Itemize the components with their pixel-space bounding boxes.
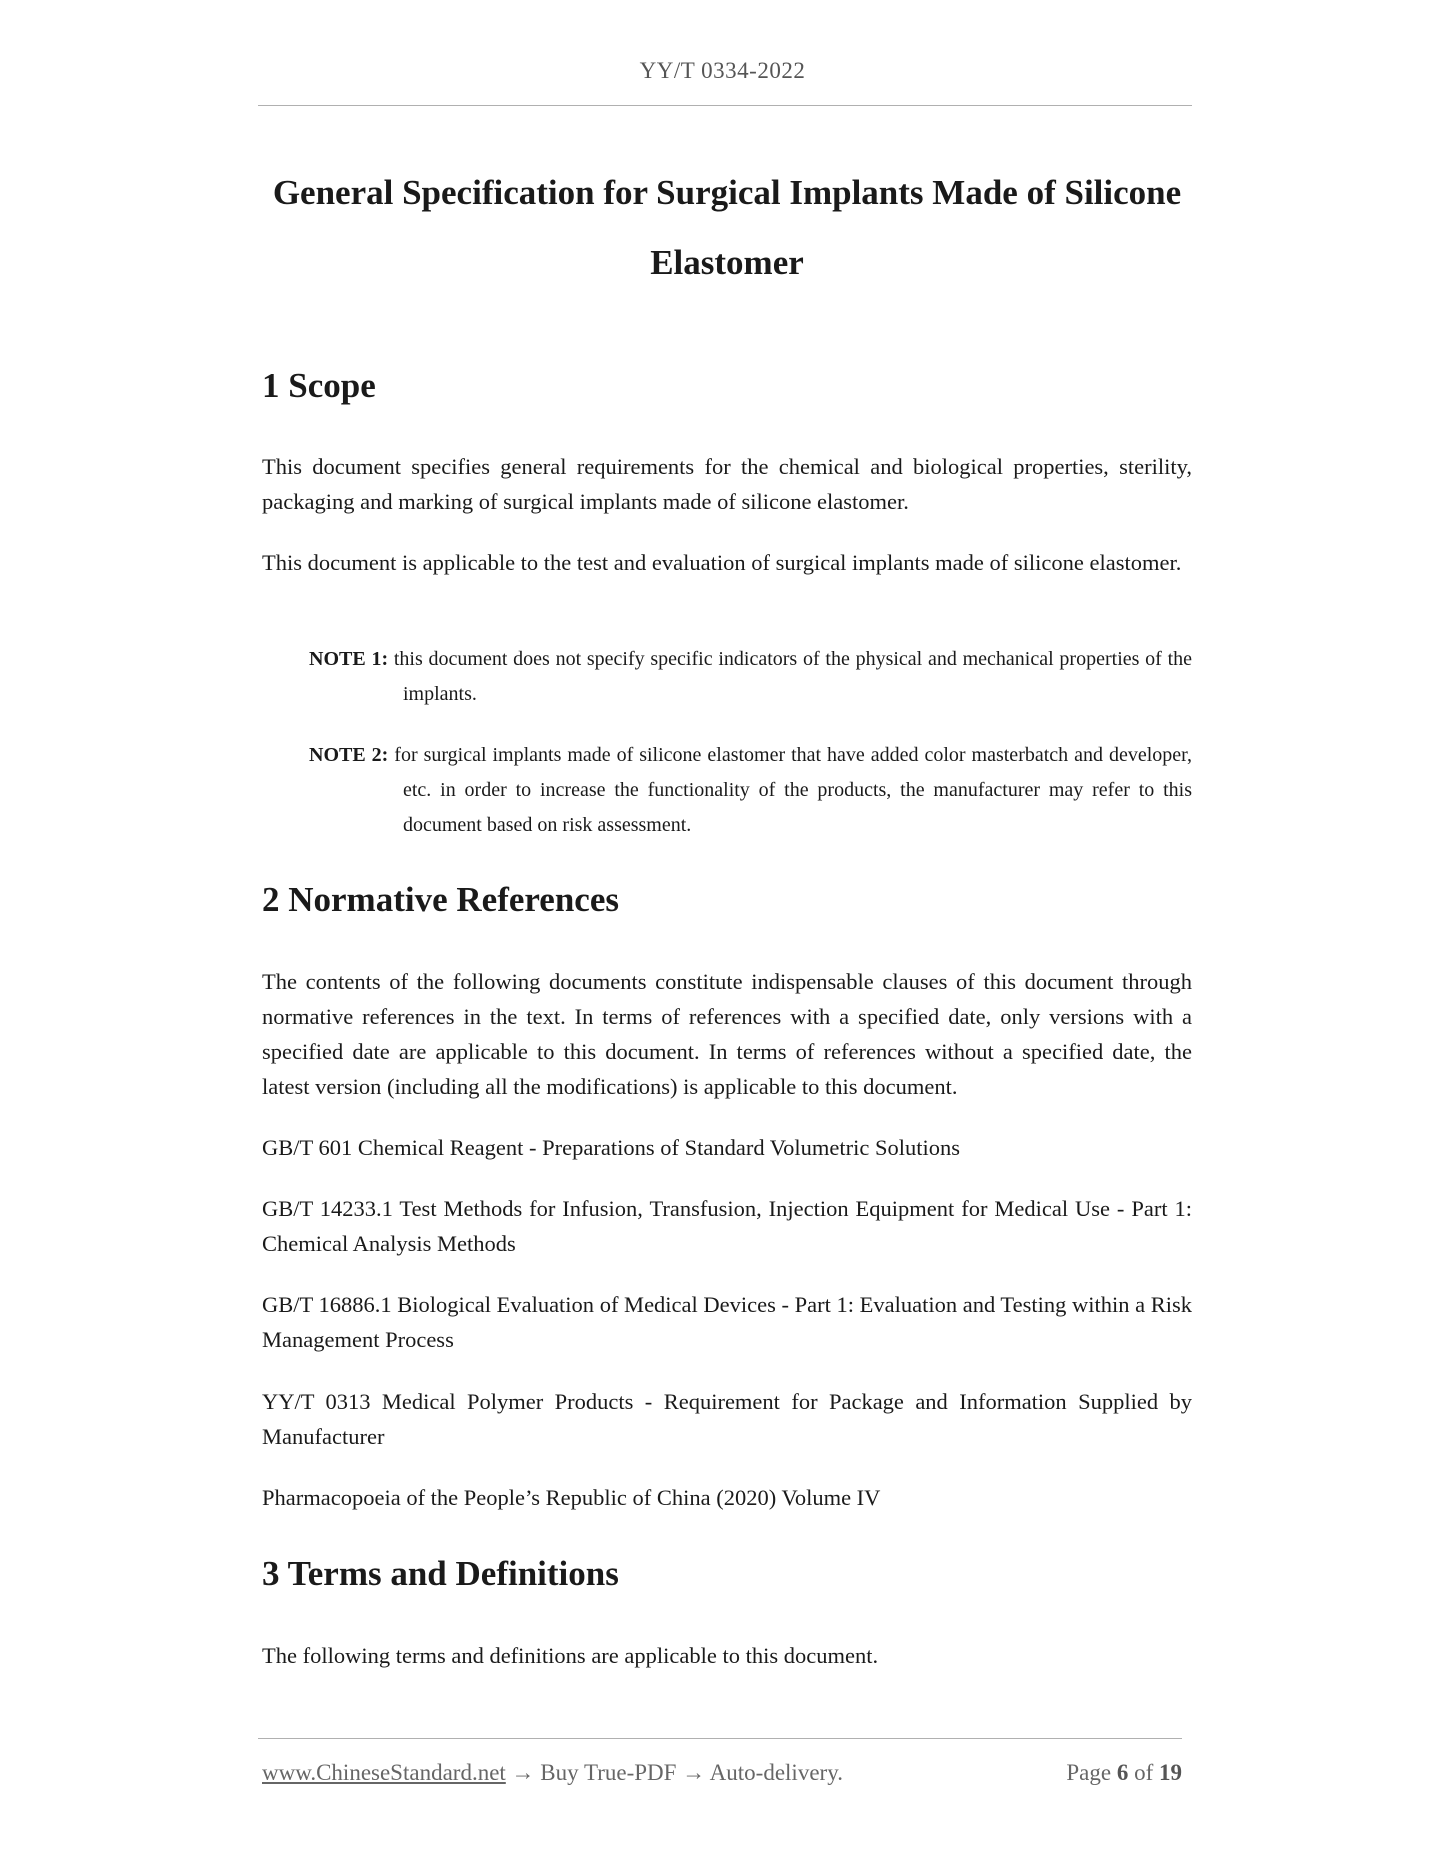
title-line-1: General Specification for Surgical Implants Made of Silicone xyxy=(272,173,1182,212)
page-indicator xyxy=(1066,1760,1182,1786)
references-intro: The contents of the following documents constitute indispensable clauses of this document through normative references in the text. In terms of references with a specified date, only versions with a specified date are applicable to this document. In terms of references without a specified date, the latest version (including all the modifications) is applicable to this document. xyxy=(262,969,1192,1099)
note-1-text: this document does not specify specific indicators of the physical and mechanical properties of the implants. xyxy=(393,648,1193,705)
scope-paragraph-2: This document is applicable to the test and evaluation of surgical implants made of silicone elastomer. xyxy=(262,550,1182,575)
scope-note-2 xyxy=(309,738,1192,843)
reference-item: GB/T 601 Chemical Reagent - Preparations of Standard Volumetric Solutions xyxy=(262,1135,961,1160)
reference-item: GB/T 14233.1 Test Methods for Infusion, Transfusion, Injection Equipment for Medical Use - Part 1: Chemical Analysis Methods xyxy=(262,1196,1192,1256)
header-divider xyxy=(258,105,1192,106)
note-2-label: NOTE 2: xyxy=(309,744,389,766)
reference-item: YY/T 0313 Medical Polymer Products - Requirement for Package and Information Supplied by Manufacturer xyxy=(262,1389,1192,1449)
note-2-text: for surgical implants made of silicone elastomer that have added color masterbatch and developer, etc. in order to increase the functionality of the products, the manufacturer may refer to this document based on risk assessment. xyxy=(394,744,1193,836)
footer xyxy=(262,1760,1182,1786)
title-line-2: Elastomer xyxy=(650,243,804,282)
of-label: of xyxy=(1134,1760,1154,1785)
section-heading-scope: 1 Scope xyxy=(262,366,376,405)
arrow-right-icon: → xyxy=(511,1760,535,1785)
section-heading-terms: 3 Terms and Definitions xyxy=(262,1554,619,1593)
header-standard-code: YY/T 0334-2022 xyxy=(639,58,806,83)
reference-item: Pharmacopoeia of the People’s Republic of China (2020) Volume IV xyxy=(262,1485,881,1510)
note-1-label: NOTE 1: xyxy=(309,648,389,670)
page-label: Page xyxy=(1066,1760,1112,1785)
buy-true-pdf-text: Buy True-PDF xyxy=(540,1760,677,1785)
website-link[interactable]: www.ChineseStandard.net xyxy=(262,1760,506,1785)
auto-delivery-text: Auto-delivery. xyxy=(709,1760,843,1785)
footer-divider xyxy=(258,1738,1182,1739)
scope-paragraph-1: This document specifies general requirements for the chemical and biological properties, sterility, packaging and marking of surgical implants made of silicone elastomer. xyxy=(262,454,1192,514)
page-total: 19 xyxy=(1159,1760,1182,1785)
section-heading-references: 2 Normative References xyxy=(262,880,619,919)
arrow-right-icon: → xyxy=(682,1760,706,1785)
document-title xyxy=(262,158,1192,298)
terms-paragraph-1: The following terms and definitions are applicable to this document. xyxy=(262,1643,879,1668)
page-number: 6 xyxy=(1116,1760,1129,1785)
scope-note-1 xyxy=(309,642,1192,712)
reference-item: GB/T 16886.1 Biological Evaluation of Medical Devices - Part 1: Evaluation and Testing within a Risk Management Process xyxy=(262,1292,1192,1352)
